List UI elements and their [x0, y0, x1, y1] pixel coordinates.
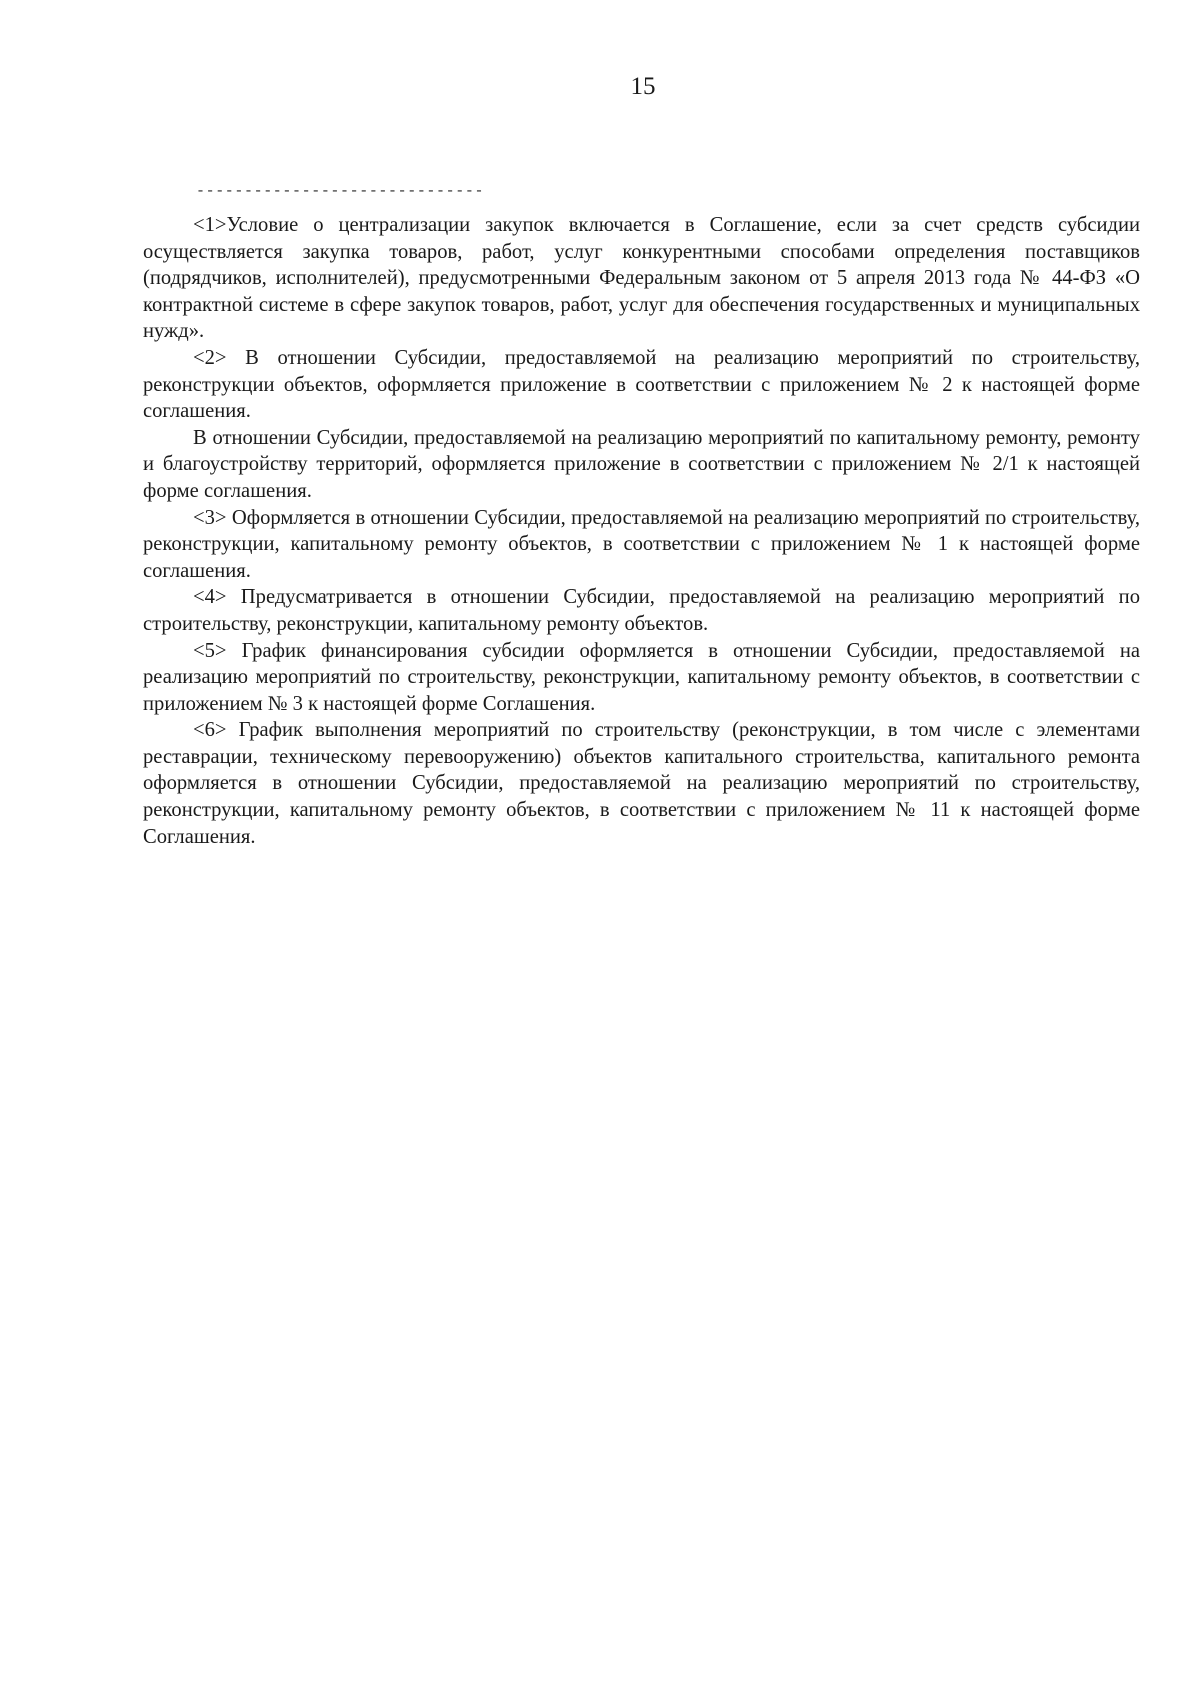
footnotes [143, 212, 1140, 850]
footnote-3: <3> Оформляется в отношении Субсидии, предоставляемой на реализацию мероприятий по строительству, реконструкции, капитальному ремонту объектов, в соответствии с приложением № 1 к настоящей форме соглашения. [143, 506, 1140, 582]
footnote-1: <1>Условие о централизации закупок включается в Соглашение, если за счет средств субсидии осуществляется закупка товаров, работ, услуг конкурентными способами определения поставщиков (подрядчиков, исполнителей), предусмотренными Федеральным законом от 5 апреля 2013 года № 44-ФЗ «О контрактной системе в сфере закупок товаров, работ, услуг для обеспечения государственных и муниципальных нужд». [143, 214, 1140, 343]
footnote-4: <4> Предусматривается в отношении Субсидии, предоставляемой на реализацию мероприятий по строительству, реконструкции, капитальному ремонту объектов. [143, 586, 1140, 635]
page-number: 15 [630, 73, 656, 100]
footnote-separator: ------------------------------ [196, 183, 485, 200]
footnote-5: <5> График финансирования субсидии оформляется в отношении Субсидии, предоставляемой на реализацию мероприятий по строительству, реконструкции, капитальному ремонту объектов, в соответствии с приложением № 3 к настоящей форме Соглашения. [143, 639, 1140, 715]
footnote-2: <2> В отношении Субсидии, предоставляемой на реализацию мероприятий по строительству, реконструкции объектов, оформляется приложение в соответствии с приложением № 2 к настоящей форме соглашения. [143, 346, 1140, 423]
footnote-6: <6> График выполнения мероприятий по строительству (реконструкции, в том числе с элементами реставрации, техническому перевооружению) объектов капитального строительства, капитального ремонта оформляется в отношении Субсидии, предоставляемой на реализацию мероприятий по строительству, реконструкции, капитальному ремонту объектов, в соответствии с приложением № 11 к настоящей форме Соглашения. [143, 719, 1140, 848]
footnote-2-continuation: В отношении Субсидии, предоставляемой на реализацию мероприятий по капитальному ремонту, ремонту и благоустройству территорий, оформляется приложение в соответствии с приложением № 2/1 к настоящей форме соглашения. [143, 426, 1140, 502]
